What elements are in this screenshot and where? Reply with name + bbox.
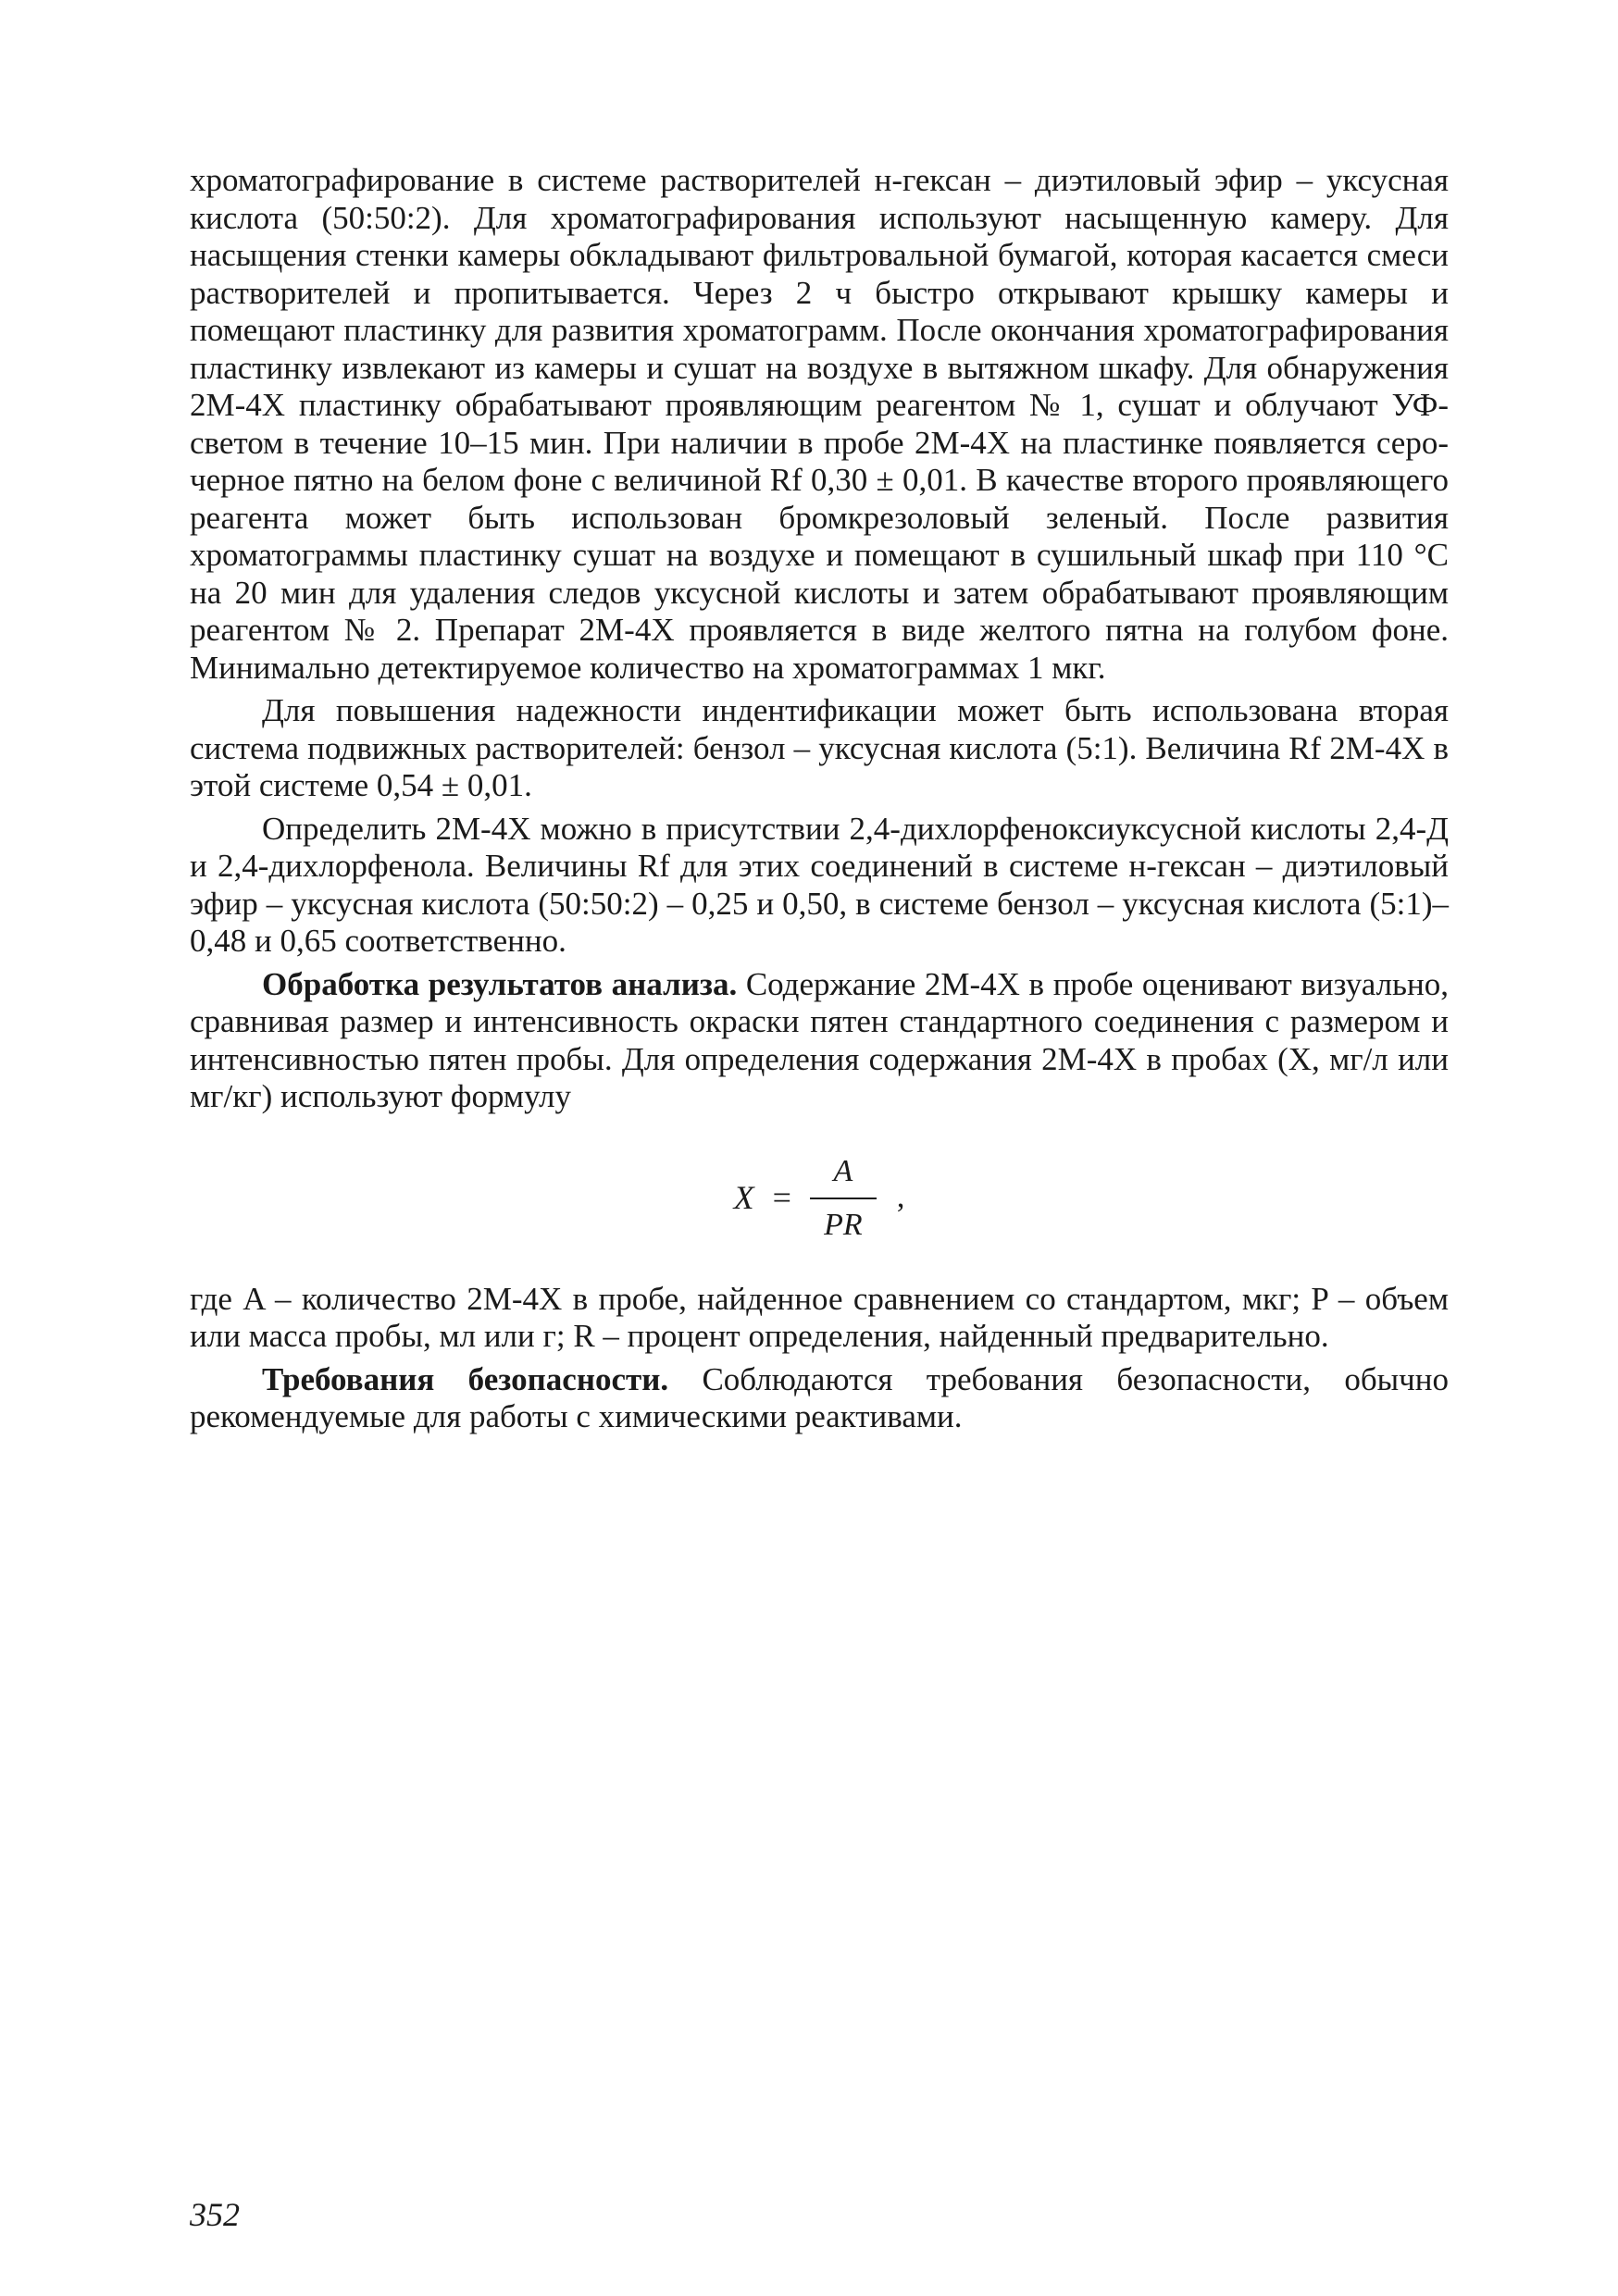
paragraph-safety (190, 1361, 1449, 1436)
paragraph-variables: где A – количество 2М-4Х в пробе, найденное сравнением со стандартом, мкг; P – объем или масса пробы, мл или г; R – процент определения, найденный предварительно. (190, 1280, 1449, 1354)
page-number: 352 (190, 2196, 240, 2233)
results-heading: Обработка результатов анализа. (262, 965, 738, 1002)
formula-denominator: PR (824, 1207, 863, 1242)
paragraph-second-system: Для повышения надежности индентификации может быть использована вторая система подвижных растворителей: бензол – уксусная кислота (5:1). Величина Rf 2М-4Х в этой системе 0,54 ± 0,01. (190, 692, 1449, 803)
safety-body: Соблюдаются требования безопасности, обычно рекомендуемые для работы с химическими реактивами. (190, 1360, 1449, 1434)
paragraph-results (190, 966, 1449, 1116)
paragraph-chromatography: хроматографирование в системе растворителей н-гексан – диэтиловый эфир – уксусная кислота (50:50:2). Для хроматографирования используют насыщенную камеру. Для насыщения стенки камеры обкладывают фильтровальной бумагой, которая касается смеси растворителей и пропитывается. Через 2 ч быстро открывают крышку камеры и помещают пластинку для развития хроматограмм. После окончания хроматографирования пластинку извлекают из камеры и сушат на воздухе в вытяжном шкафу. Для обнаружения 2М-4Х пластинку обрабатывают проявляющим реагентом № 1, сушат и облучают УФ-светом в течение 10–15 мин. При наличии в пробе 2М-4Х на пластинке появляется серо-черное пятно на белом фоне с величиной Rf 0,30 ± 0,01. В качестве второго проявляющего реагента может быть использован бромкрезоловый зеленый. После развития хроматограммы пластинку сушат на воздухе и помещают в сушильный шкаф при 110 °C на 20 мин для удаления следов уксусной кислоты и затем обрабатывают проявляющим реагентом № 2. Препарат 2М-4Х проявляется в виде желтого пятна на голубом фоне. Минимально детектируемое количество на хроматограммах 1 мкг. (190, 162, 1449, 686)
formula-fraction (810, 1151, 877, 1246)
body-text (190, 162, 1449, 1436)
safety-heading: Требования безопасности. (262, 1360, 669, 1397)
formula-lhs: X (733, 1179, 754, 1217)
formula-equals: = (772, 1179, 791, 1217)
paragraph-interference: Определить 2М-4Х можно в присутствии 2,4-дихлорфеноксиуксусной кислоты 2,4-Д и 2,4-дихлорфенола. Величины Rf для этих соединений в системе н-гексан – диэтиловый эфир – уксусная кислота (50:50:2) – 0,25 и 0,50, в системе бензол – уксусная кислота (5:1)–0,48 и 0,65 соответственно. (190, 810, 1449, 959)
formula-comma: , (896, 1180, 905, 1215)
results-body: Содержание 2М-4Х в пробе оценивают визуально, сравнивая размер и интенсивность окраски пятен стандартного соединения с размером и интенсивностью пятен пробы. Для определения содержания 2М-4Х в пробах (X, мг/л или мг/кг) используют формулу (190, 965, 1449, 1114)
formula (190, 1129, 1449, 1268)
fraction-bar (810, 1198, 877, 1199)
formula-numerator: A (833, 1153, 853, 1188)
